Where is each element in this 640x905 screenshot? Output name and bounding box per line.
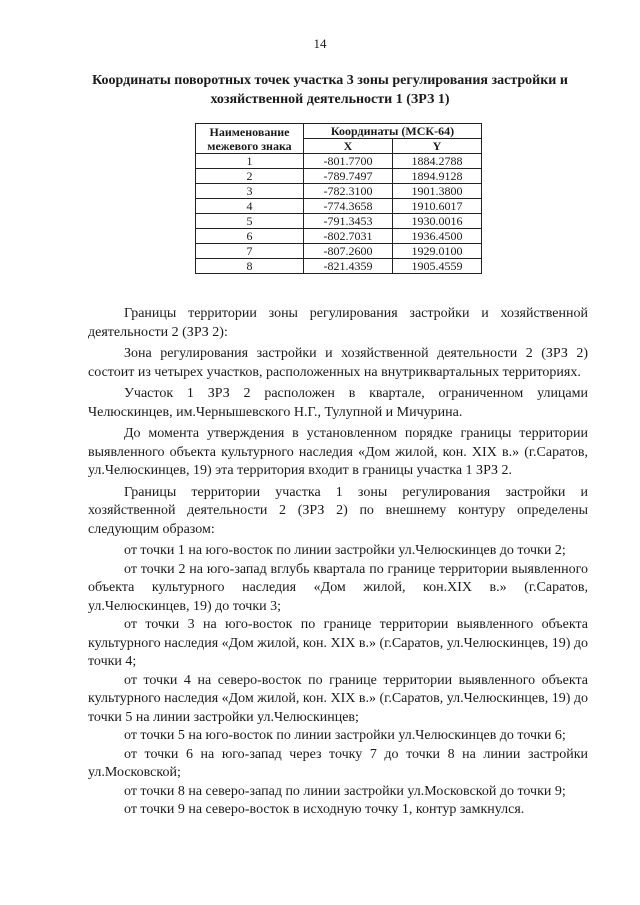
cell-x: -791.3453 [304, 214, 393, 229]
coordinates-table [195, 123, 482, 274]
cell-n: 3 [196, 184, 304, 199]
cell-n: 6 [196, 229, 304, 244]
cell-x: -789.7497 [304, 169, 393, 184]
paragraph: от точки 4 на северо-восток по границе территории выявленного объекта культурного наследия «Дом жилой, кон. XIX в.» (г.Саратов, ул.Челюскинцев, 19) до точки 5 на линии застройки ул.Челюскинцев; [88, 672, 589, 725]
cell-n: 7 [196, 244, 304, 259]
cell-x: -774.3658 [304, 199, 393, 214]
cell-y: 1910.6017 [393, 199, 482, 214]
cell-n: 8 [196, 259, 304, 274]
cell-y: 1929.0100 [393, 244, 482, 259]
paragraph: Границы территории зоны регулирования застройки и хозяйственной деятельности 2 (ЗРЗ 2): [88, 306, 588, 340]
body-text [88, 305, 588, 820]
header-y: Y [393, 139, 482, 154]
paragraph: от точки 6 на юго-запад через точку 7 до точки 8 на линии застройки ул.Московской; [88, 746, 588, 780]
paragraph: Участок 1 ЗРЗ 2 расположен в квартале, ограниченном улицами Челюскинцев, им.Чернышевского Н.Г., Тулупной и Мичурина. [88, 386, 588, 420]
page-number: 14 [313, 36, 327, 51]
table-row [196, 259, 482, 274]
cell-n: 4 [196, 199, 304, 214]
table-row [196, 214, 482, 229]
paragraph: от точки 2 на юго-запад вглубь квартала по границе территории выявленного объекта культурного наследия «Дом жилой, кон.XIX в.» (г.Саратов, ул.Челюскинцев, 19) до точки 3; [88, 561, 588, 614]
cell-y: 1936.4500 [393, 229, 482, 244]
table-row [196, 154, 482, 169]
cell-y: 1905.4559 [393, 259, 482, 274]
table-row [196, 244, 482, 259]
header-name: Наименование межевого знака [196, 124, 304, 154]
paragraph: Зона регулирования застройки и хозяйственной деятельности 2 (ЗРЗ 2) состоит из четырех участков, расположенных на внутриквартальных территориях. [88, 346, 588, 380]
cell-n: 5 [196, 214, 304, 229]
table-row [196, 169, 482, 184]
cell-x: -782.3100 [304, 184, 393, 199]
table-row [196, 184, 482, 199]
paragraph: от точки 1 на юго-восток по линии застройки ул.Челюскинцев до точки 2; [124, 543, 566, 558]
paragraph: от точки 8 на северо-запад по линии застройки ул.Московской до точки 9; [124, 783, 566, 799]
header-x: X [304, 139, 393, 154]
cell-n: 2 [196, 169, 304, 184]
cell-x: -821.4359 [304, 259, 393, 274]
header-coords: Координаты (МСК-64) [304, 124, 482, 139]
table-row [196, 229, 482, 244]
cell-y: 1894.9128 [393, 169, 482, 184]
cell-y: 1901.3800 [393, 184, 482, 199]
paragraph: от точки 9 на северо-восток в исходную точку 1, контур замкнулся. [124, 802, 525, 817]
paragraph: Границы территории участка 1 зоны регулирования застройки и хозяйственной деятельности 2 (ЗРЗ 2) по внешнему контуру определены следующим образом: [88, 484, 588, 537]
cell-n: 1 [196, 154, 304, 169]
paragraph: от точки 5 на юго-восток по линии застройки ул.Челюскинцев до точки 6; [124, 728, 566, 743]
cell-x: -801.7700 [304, 154, 393, 169]
cell-x: -802.7031 [304, 229, 393, 244]
cell-y: 1930.0016 [393, 214, 482, 229]
document-title: Координаты поворотных точек участка 3 зоны регулирования застройки и хозяйственной деятельности 1 (ЗРЗ 1) [92, 73, 568, 107]
cell-x: -807.2600 [304, 244, 393, 259]
table-row [196, 199, 482, 214]
cell-y: 1884.2788 [393, 154, 482, 169]
paragraph: До момента утверждения в установленном порядке границы территории выявленного объекта культурного наследия «Дом жилой, кон. XIX в.» (г.Саратов, ул.Челюскинцев, 19) эта территория входит в границы участка 1 ЗРЗ 2. [88, 426, 588, 478]
paragraph: от точки 3 на юго-восток по границе территории выявленного объекта культурного наследия «Дом жилой, кон. XIX в.» (г.Саратов, ул.Челюскинцев, 19) до точки 4; [88, 617, 589, 669]
